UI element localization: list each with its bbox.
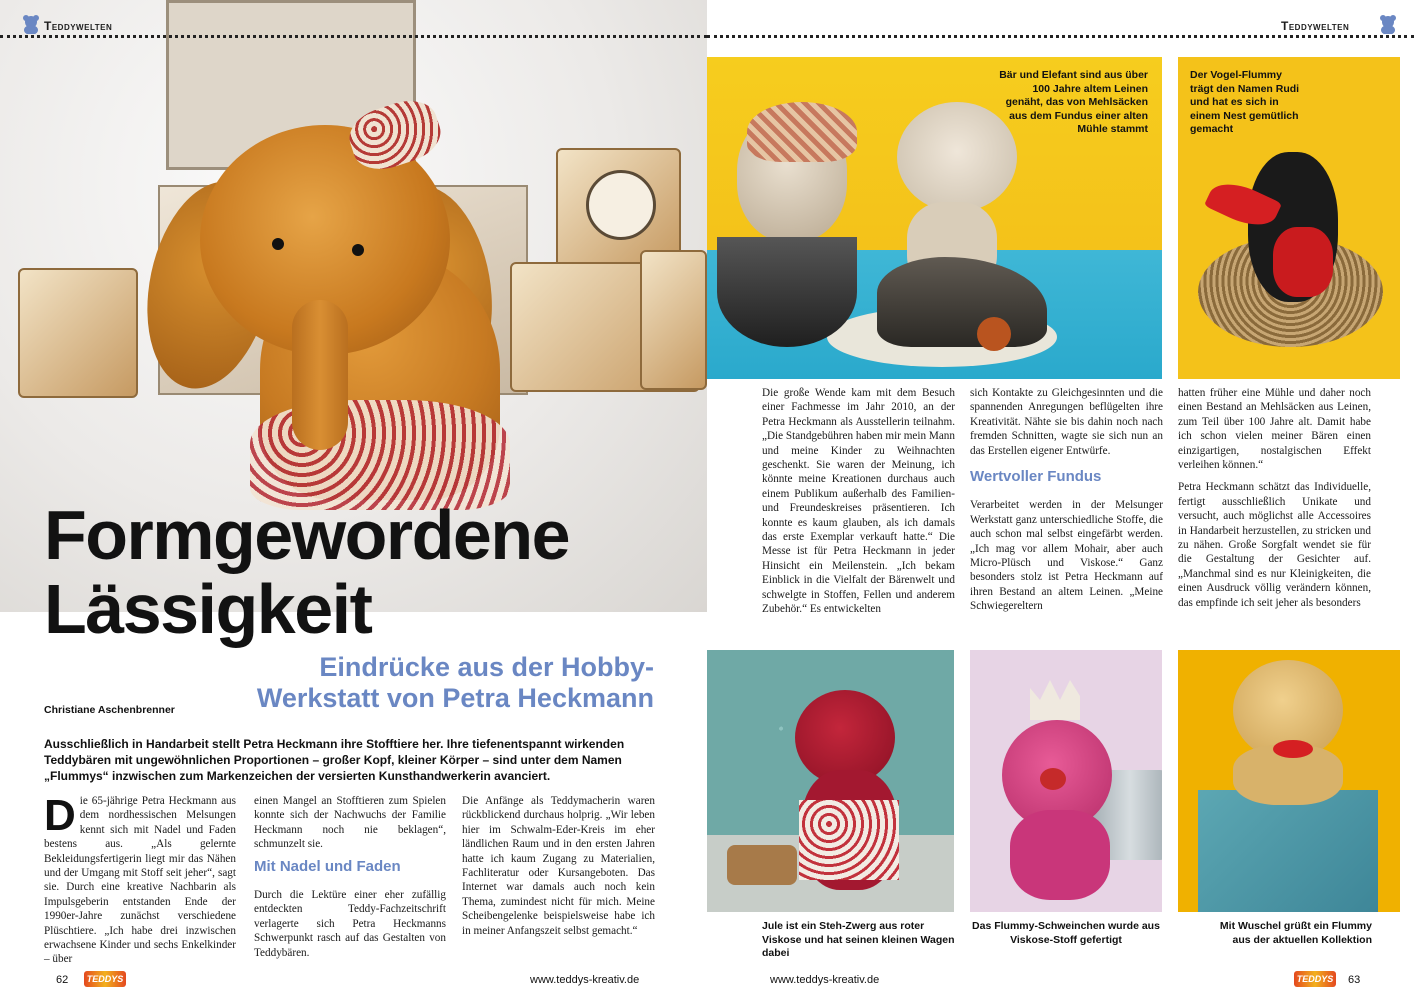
lead-paragraph: Ausschließlich in Handarbeit stellt Petra Heckmann ihre Stofftiere her. Ihre tiefenentspannt wirkenden Teddybären mit ungewöhnlichen Proportionen – großer Kopf, kleiner Körper – sind unter dem Namen „Flummys“ inzwischen zum Markenzeichen der versierten Kunsthandwerkerin avanciert. xyxy=(44,737,625,784)
teddy-silhouette-icon xyxy=(1379,14,1397,34)
teddy-silhouette-icon xyxy=(22,14,40,34)
crown xyxy=(1030,680,1080,720)
section-heading: Mit Nadel und Faden xyxy=(254,857,401,875)
section-label: Teddywelten xyxy=(44,19,113,33)
article-subtitle xyxy=(214,652,654,714)
body-text: Die große Wende kam mit dem Besuch einer Fachmesse im Jahr 2010, an der Petra Heckmann als Ausstellerin teilnahm. „Die Standgebühren haben mir mein Mann und meine Kinder zu Weihnachten geschenkt. Sie waren der Meinung, ich könnte meine Kreationen durchaus auch einem Publikum außerhalb des Familien- und Freundeskreises präsentieren. Ich konnte es kaum glauben, als ich damals das erste Exemplar verkauft hatte.“ Die Messe ist für Petra Heckmann in jeder Hinsicht ein Meilenstein. „Ich bekam Einblick in die Vielfalt der Bärenwelt und schwelgte in Stoffen, Fellen und anderem Zubehör.“ Es entwickelten xyxy=(762,387,955,616)
elephant-eye xyxy=(352,244,364,256)
body-text: Die Anfänge als Teddymacherin waren rückblickend durchaus holprig. „Wir leben hier im Schwalm-Eder-Kreis im eher ländlichen Raum und in den ersten Jahren hatte ich kaum Zugang zu Materialien, Fachliteratur oder Kursangeboten. Das Internet war damals auch noch kein Thema, zumindest nicht für mich. Meine Scheibengelenke beispielsweise habe ich in meiner Anfangszeit selbst gemacht.“ xyxy=(462,795,655,937)
alphabet-cube xyxy=(18,268,138,398)
left-column-2 xyxy=(254,794,446,968)
body-text: Durch die Lektüre einer eher zufällig entdeckten Teddy-Fachzeitschrift verlagerte sich Petra Heckmanns Schwerpunkt rasch auf das Gestalten von Teddybären. xyxy=(254,889,446,959)
photo-caption: Der Vogel-Flummy trägt den Namen Rudi und hat es sich in einem Nest gemütlich gemacht xyxy=(1190,69,1300,135)
photo-red-bear-jule xyxy=(707,650,954,912)
photo-pink-pig xyxy=(970,650,1162,912)
title-line: Formgewordene xyxy=(44,496,570,574)
photo-caption: Das Flummy-Schweinchen wurde aus Viskose-Stoff gefertigt xyxy=(972,920,1160,946)
subtitle-line: Werkstatt von Petra Heckmann xyxy=(256,683,654,713)
left-column-3 xyxy=(462,794,655,946)
decorated-box xyxy=(1198,790,1378,912)
right-column-2 xyxy=(970,386,1163,622)
author-byline: Christiane Aschenbrenner xyxy=(44,704,175,716)
body-text: sich Kontakte zu Gleichgesinnten und die spannenden Anregungen beflügelten ihre Kreativität. Nähte sie bis dahin noch nach fremden Schnitten, wagte sie sich nun an das Erstellen eigener Entwürfe. xyxy=(970,387,1163,457)
body-text: Petra Heckmann schätzt das Individuelle, fertigt ausschließlich Unikate und versucht, auch möglichst alle Accessoires in Handarbeit herzustellen, zu stricken und zu nähen. Große Sorgfalt wendet sie für die Gestaltung der Gesichter auf. „Manchmal sind es nur Kleinigkeiten, die einen Ausdruck völlig verändern können, das empfinde ich seit jeher als besonders xyxy=(1178,481,1371,609)
right-column-3 xyxy=(1178,386,1371,618)
section-heading: Wertvoller Fundus xyxy=(970,468,1102,486)
drop-cap: D xyxy=(44,791,76,840)
heart-tag xyxy=(977,317,1011,351)
photo-bird-in-nest xyxy=(1178,57,1400,379)
floral-dress xyxy=(250,400,510,510)
pink-pig-body xyxy=(1010,810,1110,900)
left-page-header xyxy=(0,14,707,40)
right-page-header xyxy=(707,14,1414,40)
knitted-hat xyxy=(747,102,857,162)
apron xyxy=(799,800,899,880)
photo-wuschel-bear xyxy=(1178,650,1400,912)
wooden-wagon xyxy=(727,845,797,885)
dotted-rule xyxy=(707,35,1414,38)
photo-caption: Mit Wuschel grüßt ein Flummy aus der aktuellen Kollektion xyxy=(1219,920,1372,946)
metal-pot xyxy=(717,237,857,347)
right-column-1 xyxy=(762,386,955,625)
pig-snout xyxy=(1040,768,1066,790)
page-number: 63 xyxy=(1348,974,1361,986)
left-column-1 xyxy=(44,791,236,967)
subtitle-line: Eindrücke aus der Hobby- xyxy=(319,652,654,682)
body-text: einen Mangel an Stofftieren zum Spielen konnte sich der Nachwuchs der Familie Heckmann noch nie beklagen“, schmunzelt sie. xyxy=(254,795,446,851)
elephant-trunk xyxy=(292,300,348,450)
body-text: ie 65-jährige Petra Heckmann aus dem nordhessischen Melsungen kennt sich mit Nadel und Faden bestens aus. „Als gelernte Bekleidungsfertigerin liegt mir das Nähen und der Umgang mit Stoff seit jeher“, sagt sie. Durch eine kreative Nachbarin als Impulsgeberin entstanden Ende der 1990er-Jahre zunächst verschiedene Plüschtiere. „Ich habe drei inzwischen erwachsene Kinder und sechs Enkelkinder – über xyxy=(44,795,236,966)
photo-caption: Bär und Elefant sind aus über 100 Jahre altem Leinen genäht, das von Mehlsäcken aus dem Fundus einer alten Mühle stammt xyxy=(999,69,1148,135)
article-title xyxy=(44,498,569,646)
teddys-logo: TEDDYS xyxy=(1294,971,1336,987)
website-url[interactable]: www.teddys-kreativ.de xyxy=(770,974,880,986)
body-text: Verarbeitet werden in der Melsunger Werkstatt ganz unterschiedliche Stoffe, die auch schon mal selbst eingefärbt werden. „Ich mag vor allem Mohair, aber auch Micro-Plüsch und Viskose.“ Ganz besonders stolz ist Petra Heckmann auf ihren Bestand an altem Leinen. „Meine Schwiegereltern xyxy=(970,499,1163,613)
old-shoe xyxy=(877,257,1047,347)
red-bow xyxy=(1273,740,1313,758)
fox-cube xyxy=(640,250,707,390)
elephant-eye xyxy=(272,238,284,250)
page-number: 62 xyxy=(56,974,69,986)
website-url[interactable]: www.teddys-kreativ.de xyxy=(530,974,640,986)
title-line: Lässigkeit xyxy=(44,570,372,648)
body-text: hatten früher eine Mühle und daher noch einen Bestand an Mehlsäcken aus Leinen, zum Teil über 100 Jahre alt. Damit habe ich schon vielen meiner Bären einen einzigartigen, nostalgischen Effekt verleihen können.“ xyxy=(1178,387,1371,472)
photo-caption: Jule ist ein Steh-Zwerg aus roter Viskose und hat seinen kleinen Wagen dabei xyxy=(762,920,955,959)
teddys-logo: TEDDYS xyxy=(84,971,126,987)
section-label: Teddywelten xyxy=(1275,19,1355,33)
red-wing xyxy=(1273,227,1333,297)
photo-bear-and-elephant xyxy=(707,57,1162,379)
dotted-rule xyxy=(0,35,707,38)
